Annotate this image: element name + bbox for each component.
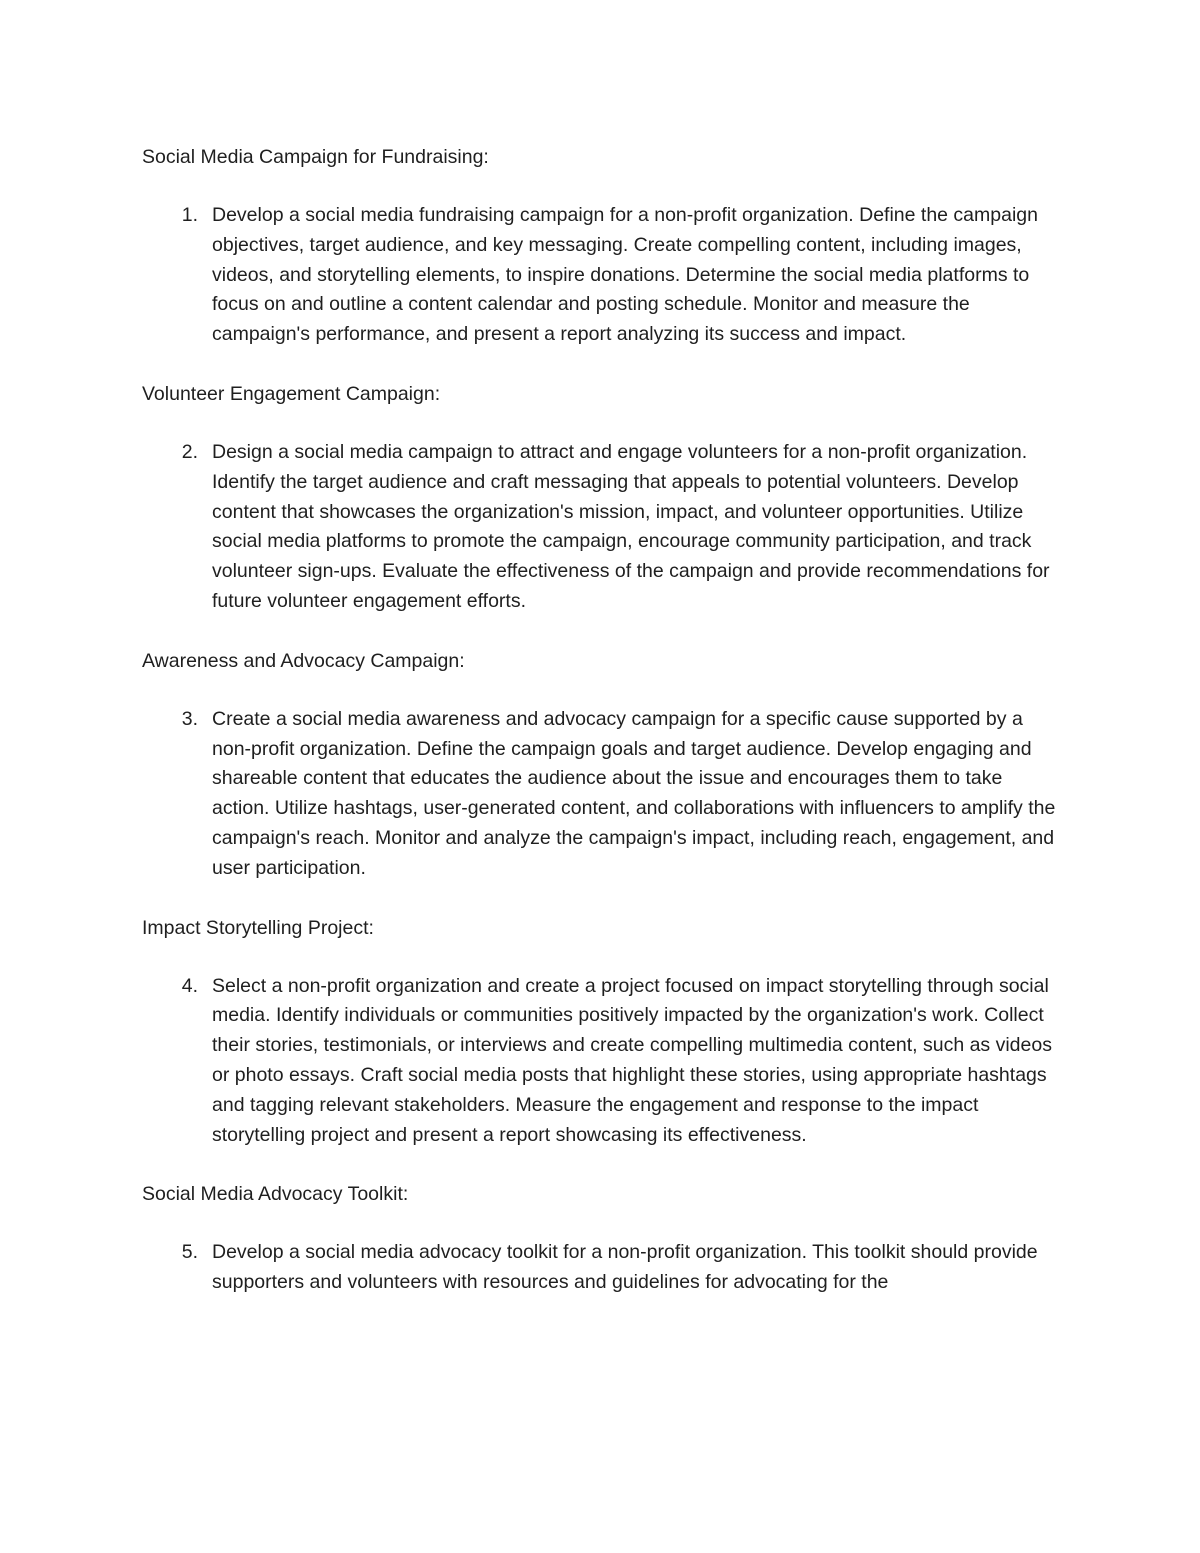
- list-item: [142, 438, 1072, 617]
- section-fundraising: [142, 142, 1072, 350]
- section-heading: Social Media Advocacy Toolkit:: [142, 1183, 409, 1206]
- list-item: [142, 1238, 1072, 1298]
- list-item-text: Select a non-profit organization and create a project focused on impact storytelling through social media. Identify individuals or communities positively impacted by the organization's work. Collect their stories, testimonials, or interviews and create compelling multimedia content, such as videos or photo essays. Craft social media posts that highlight these stories, using appropriate hashtags and tagging relevant stakeholders. Measure the engagement and response to the impact storytelling project and present a report showcasing its effectiveness.: [212, 974, 1052, 1146]
- section-volunteer: [142, 379, 1072, 617]
- list-item-text: Develop a social media fundraising campaign for a non-profit organization. Define the campaign objectives, target audience, and key messaging. Create compelling content, including images, videos, and storytelling elements, to inspire donations. Determine the social media platforms to focus on and outline a content calendar and posting schedule. Monitor and measure the campaign's performance, and present a report analyzing its success and impact.: [212, 204, 1038, 346]
- section-storytelling: [142, 913, 1072, 1151]
- section-heading: Social Media Campaign for Fundraising:: [142, 146, 489, 168]
- list-item-text: Develop a social media advocacy toolkit for a non-profit organization. This toolkit should provide supporters and volunteers with resources and guidelines for advocating for the: [212, 1241, 1038, 1294]
- list-item: [142, 201, 1072, 350]
- list-item-text: Design a social media campaign to attract and engage volunteers for a non-profit organization. Identify the target audience and craft messaging that appeals to potential volunteers. Develop content that showcases the organization's mission, impact, and volunteer opportunities. Utilize social media platforms to promote the campaign, encourage community participation, and track volunteer sign-ups. Evaluate the effectiveness of the campaign and provide recommendations for future volunteer engagement efforts.: [212, 440, 1050, 612]
- list-item: [142, 705, 1072, 884]
- list-item-text: Create a social media awareness and advocacy campaign for a specific cause supported by a non-profit organization. Define the campaign goals and target audience. Develop engaging and shareable content that educates the audience about the issue and encourages them to take action. Utilize hashtags, user-generated content, and collaborations with influencers to amplify the campaign's reach. Monitor and analyze the campaign's impact, including reach, engagement, and user participation.: [212, 707, 1056, 879]
- document-content: [142, 142, 1072, 1327]
- list-item-number: 3.: [181, 707, 198, 730]
- list-item-number: 2.: [181, 440, 198, 463]
- section-heading: Impact Storytelling Project:: [142, 916, 374, 939]
- section-heading: Awareness and Advocacy Campaign:: [142, 649, 465, 672]
- list-item: [142, 972, 1072, 1151]
- list-item-number: 1.: [181, 204, 198, 226]
- list-item-number: 4.: [181, 974, 198, 997]
- list-item-number: 5.: [181, 1241, 198, 1264]
- section-heading: Volunteer Engagement Campaign:: [142, 382, 441, 405]
- section-toolkit: [142, 1179, 1072, 1298]
- section-awareness: [142, 646, 1072, 884]
